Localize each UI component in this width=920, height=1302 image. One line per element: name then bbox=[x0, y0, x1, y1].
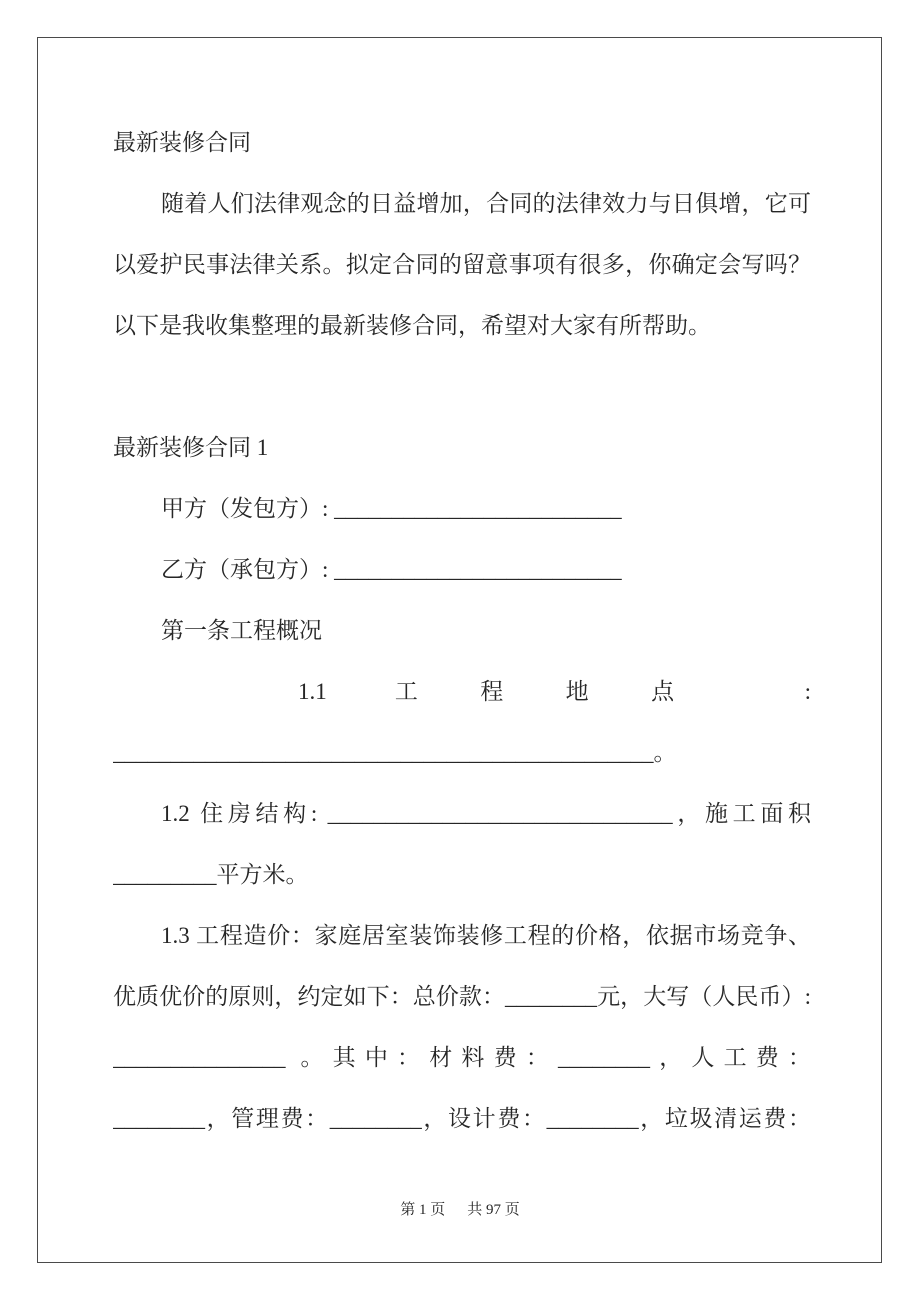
clause-1-2-line: 1.2 住房结构: ______________________________，施工面积 bbox=[161, 801, 811, 826]
clause-1-3-line-2: 优质优价的原则，约定如下：总价款：________元，大写（人民币）: bbox=[113, 984, 811, 1009]
intro-line-2: 以爱护民事法律关系。拟定合同的留意事项有很多，你确定会写吗？ bbox=[113, 252, 811, 277]
intro-line-1: 随着人们法律观念的日益增加，合同的法律效力与日俱增，它可 bbox=[161, 191, 811, 216]
clause-1-3-line-3: _______________ 。其中：材料费：________，人工费： bbox=[113, 1045, 811, 1070]
document-title: 最新装修合同 bbox=[113, 130, 251, 155]
clause-1-2-area-line: _________平方米。 bbox=[113, 862, 309, 887]
page-total: 共 97 页 bbox=[467, 1202, 520, 1218]
intro-line-3: 以下是我收集整理的最新装修合同，希望对大家有所帮助。 bbox=[113, 313, 711, 338]
party-a-line: 甲方（发包方）: _________________________ bbox=[161, 496, 622, 521]
party-b-line: 乙方（承包方）: _________________________ bbox=[161, 557, 622, 582]
page-number: 第 1 页 bbox=[400, 1202, 446, 1218]
page-footer bbox=[0, 1198, 920, 1222]
clause-1-3-line-4: ________，管理费：________，设计费：________，垃圾清运费： bbox=[113, 1106, 811, 1131]
article-1-heading: 第一条工程概况 bbox=[161, 618, 322, 643]
document-content bbox=[113, 112, 811, 1149]
section-heading: 最新装修合同 1 bbox=[113, 435, 269, 460]
clause-1-1-blank-field: _______________________________________________。 bbox=[113, 740, 677, 765]
clause-1-3-line-1: 1.3 工程造价：家庭居室装饰装修工程的价格，依据市场竞争、 bbox=[161, 923, 811, 948]
clause-1-1-label: 1.1 工程地点 : bbox=[298, 679, 811, 704]
blank-line bbox=[113, 356, 811, 417]
